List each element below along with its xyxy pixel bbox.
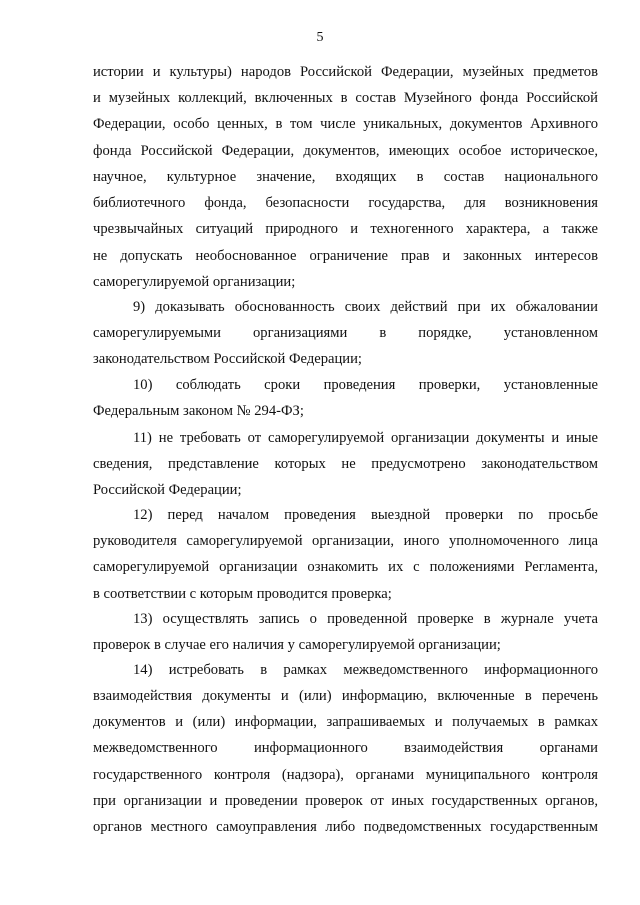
text-line: законодательством Российской Федерации; [93,351,362,367]
text-line: библиотечного фонда, безопасности государства, для возникновения [93,195,598,211]
text-line: межведомственного информационного взаимодействия органами [93,740,598,756]
text-line: 11) не требовать от саморегулируемой организации документы и иные [133,430,598,446]
text-line: руководителя саморегулируемой организации, иного уполномоченного лица [93,533,598,549]
page-number: 5 [316,30,324,45]
text-line: саморегулируемыми организациями в порядке, установленном [93,325,598,341]
text-line: научное, культурное значение, входящих в состав национального [93,169,598,185]
text-line: сведения, представление которых не предусмотрено законодательством [93,456,598,472]
text-line: государственного контроля (надзора), органами муниципального контроля [93,767,598,783]
text-line: и музейных коллекций, включенных в состав Музейного фонда Российской [93,90,598,106]
text-line: 9) доказывать обоснованность своих действий при их обжаловании [133,299,598,315]
text-line: Федеральным законом № 294-ФЗ; [93,403,304,419]
text-line: саморегулируемой организации; [93,274,296,290]
text-line: взаимодействия документы и (или) информацию, включенные в перечень [93,688,598,704]
text-line: 14) истребовать в рамках межведомственного информационного [133,662,598,678]
text-line: при организации и проведении проверок от иных государственных органов, [93,793,598,809]
text-line: истории и культуры) народов Российской Федерации, музейных предметов [93,64,598,80]
text-line: саморегулируемой организации ознакомить их с положениями Регламента, [93,559,598,575]
text-line: 12) перед началом проведения выездной проверки по просьбе [133,507,598,523]
text-line: в соответствии с которым проводится проверка; [93,586,392,602]
text-line: документов и (или) информации, запрашиваемых и получаемых в рамках [93,714,598,730]
text-line: 10) соблюдать сроки проведения проверки, установленные [133,377,598,393]
text-line: фонда Российской Федерации, документов, имеющих особое историческое, [93,143,598,159]
text-line: Федерации, особо ценных, в том числе уникальных, документов Архивного [93,116,598,132]
text-line: не допускать необоснованное ограничение прав и законных интересов [93,248,598,264]
text-line: 13) осуществлять запись о проведенной проверке в журнале учета [133,611,598,627]
text-line: чрезвычайных ситуаций природного и техногенного характера, а также [93,221,598,237]
text-line: проверок в случае его наличия у саморегулируемой организации; [93,637,501,653]
text-line: Российской Федерации; [93,482,242,498]
text-line: органов местного самоуправления либо подведомственных государственным [93,819,598,835]
